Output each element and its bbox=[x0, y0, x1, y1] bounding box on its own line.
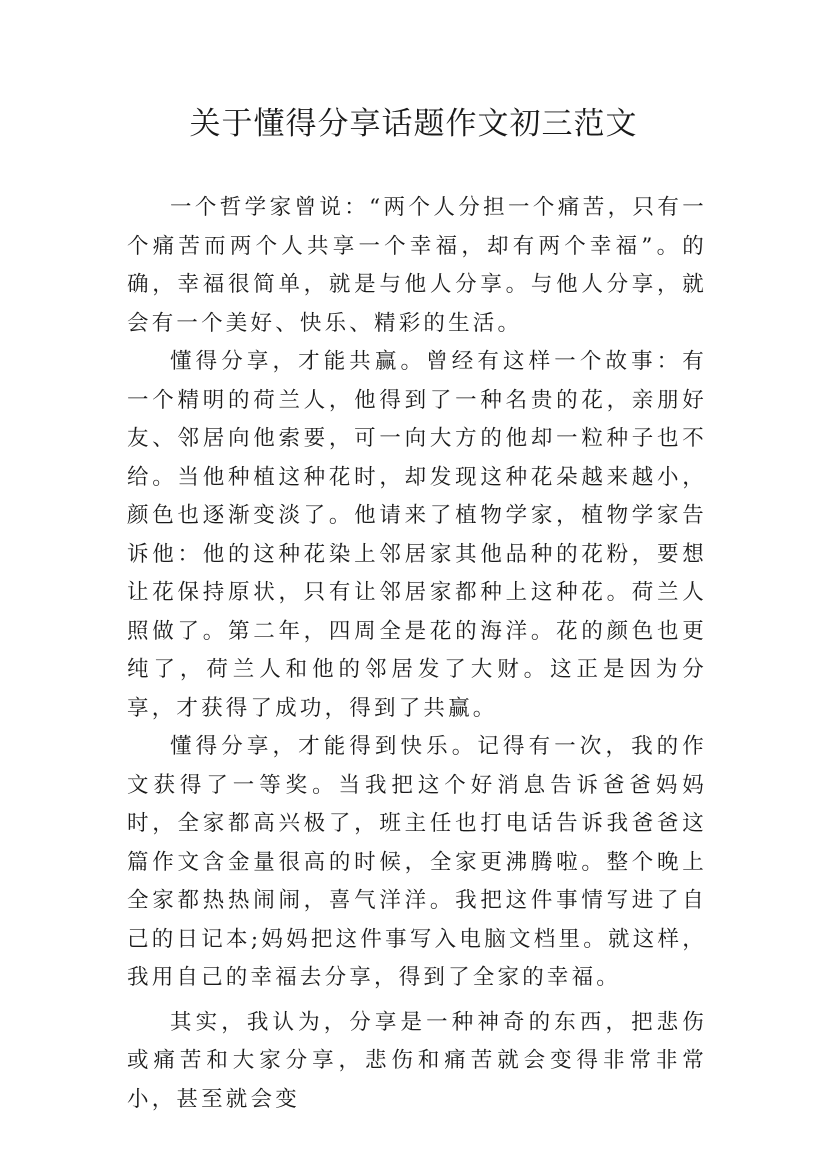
paragraph-1: 一个哲学家曾说：“两个人分担一个痛苦，只有一个痛苦而两个人共享一个幸福，却有两个幸福”。的确，幸福很简单，就是与他人分享。与他人分享，就会有一个美好、快乐、精彩的生活。 bbox=[127, 195, 707, 336]
document-body bbox=[127, 189, 707, 1119]
document-title: 关于懂得分享话题作文初三范文 bbox=[189, 106, 638, 142]
paragraph-2: 懂得分享，才能共赢。曾经有这样一个故事：有一个精明的荷兰人，他得到了一种名贵的花，亲朋好友、邻居向他索要，可一向大方的他却一粒种子也不给。当他种植这种花时，却发现这种花朵越来越小，颜色也逐渐变淡了。他请来了植物学家，植物学家告诉他：他的这种花染上邻居家其他品种的花粉，要想让花保持原状，只有让邻居家都种上这种花。荷兰人照做了。第二年，四周全是花的海洋。花的颜色也更纯了，荷兰人和他的邻居发了大财。这正是因为分享，才获得了成功，得到了共赢。 bbox=[127, 349, 707, 721]
paragraph-4: 其实，我认为，分享是一种神奇的东西，把悲伤或痛苦和大家分享，悲伤和痛苦就会变得非常非常小，甚至就会变 bbox=[127, 1009, 707, 1112]
paragraph-3: 懂得分享，才能得到快乐。记得有一次，我的作文获得了一等奖。当我把这个好消息告诉爸爸妈妈时，全家都高兴极了，班主任也打电话告诉我爸爸这篇作文含金量很高的时候，全家更沸腾啦。整个晚上全家都热热闹闹，喜气洋洋。我把这件事情写进了自己的日记本;妈妈把这件事写入电脑文档里。就这样，我用自己的幸福去分享，得到了全家的幸福。 bbox=[127, 734, 707, 990]
